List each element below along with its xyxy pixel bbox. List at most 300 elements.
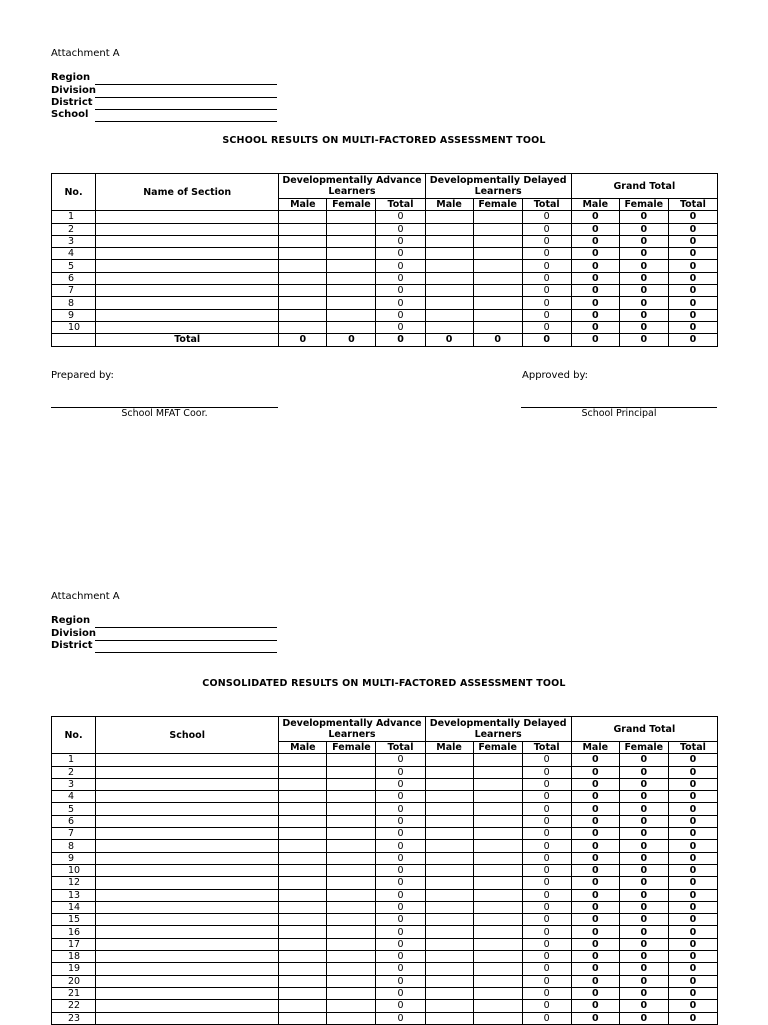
del-total-cell: 0 (522, 864, 571, 876)
adv-male-cell[interactable] (279, 803, 327, 815)
del-male-cell[interactable] (425, 926, 473, 938)
del-female-cell[interactable] (473, 877, 522, 889)
adv-male-cell[interactable] (279, 840, 327, 852)
row-name-cell[interactable] (96, 778, 279, 790)
grand-male-cell: 0 (571, 297, 619, 309)
grand-total-cell: 0 (668, 285, 717, 297)
adv-female-cell[interactable] (327, 877, 376, 889)
table-row (52, 889, 718, 901)
adv-female-cell[interactable] (327, 309, 376, 321)
del-male-cell[interactable] (425, 975, 473, 987)
adv-male-cell[interactable] (279, 272, 327, 284)
adv-male-cell[interactable] (279, 1000, 327, 1012)
del-female-cell[interactable] (473, 975, 522, 987)
adv-female-cell[interactable] (327, 864, 376, 876)
total-grand-male: 0 (571, 334, 619, 346)
del-total-cell: 0 (522, 309, 571, 321)
adv-female-cell[interactable] (327, 914, 376, 926)
del-female-cell[interactable] (473, 309, 522, 321)
adv-female-cell[interactable] (327, 901, 376, 913)
del-male-cell[interactable] (425, 754, 473, 766)
adv-female-cell[interactable] (327, 260, 376, 272)
del-male-cell[interactable] (425, 864, 473, 876)
row-name-cell[interactable] (96, 889, 279, 901)
row-name-cell[interactable] (96, 223, 279, 235)
adv-total-cell: 0 (376, 766, 425, 778)
adv-total-cell: 0 (376, 321, 425, 333)
adv-female-cell[interactable] (327, 285, 376, 297)
adv-male-cell[interactable] (279, 766, 327, 778)
del-female-cell[interactable] (473, 285, 522, 297)
row-name-cell[interactable] (96, 309, 279, 321)
del-male-cell[interactable] (425, 272, 473, 284)
adv-total-cell: 0 (376, 309, 425, 321)
header-total: Total (668, 742, 717, 754)
row-number: 6 (52, 815, 96, 827)
header-female: Female (473, 199, 522, 211)
header-total: Total (376, 199, 425, 211)
adv-female-cell[interactable] (327, 840, 376, 852)
del-female-cell[interactable] (473, 828, 522, 840)
grand-male-cell: 0 (571, 951, 619, 963)
adv-male-cell[interactable] (279, 1012, 327, 1024)
del-female-cell[interactable] (473, 248, 522, 260)
table-row (52, 211, 718, 223)
del-male-cell[interactable] (425, 951, 473, 963)
row-name-cell[interactable] (96, 901, 279, 913)
row-number: 4 (52, 791, 96, 803)
row-name-cell[interactable] (96, 963, 279, 975)
adv-female-cell[interactable] (327, 248, 376, 260)
grand-male-cell: 0 (571, 987, 619, 999)
del-male-cell[interactable] (425, 889, 473, 901)
adv-female-cell[interactable] (327, 889, 376, 901)
district-field[interactable] (51, 97, 281, 110)
row-name-cell[interactable] (96, 975, 279, 987)
del-male-cell[interactable] (425, 828, 473, 840)
del-total-cell: 0 (522, 815, 571, 827)
adv-female-cell[interactable] (327, 1000, 376, 1012)
grand-total-cell: 0 (668, 297, 717, 309)
grand-male-cell: 0 (571, 235, 619, 247)
adv-male-cell[interactable] (279, 975, 327, 987)
adv-male-cell[interactable] (279, 321, 327, 333)
grand-male-cell: 0 (571, 1012, 619, 1024)
grand-total-cell: 0 (668, 864, 717, 876)
table-row (52, 248, 718, 260)
header-female: Female (327, 199, 376, 211)
del-female-cell[interactable] (473, 791, 522, 803)
del-total-cell: 0 (522, 803, 571, 815)
row-name-cell[interactable] (96, 926, 279, 938)
del-female-cell[interactable] (473, 766, 522, 778)
del-female-cell[interactable] (473, 938, 522, 950)
adv-total-cell: 0 (376, 987, 425, 999)
grand-total-cell: 0 (668, 938, 717, 950)
adv-male-cell[interactable] (279, 297, 327, 309)
grand-male-cell: 0 (571, 840, 619, 852)
del-female-cell[interactable] (473, 951, 522, 963)
adv-female-cell[interactable] (327, 987, 376, 999)
table-row (52, 285, 718, 297)
doc1-title: SCHOOL RESULTS ON MULTI-FACTORED ASSESSMENT TOOL (222, 135, 546, 146)
adv-male-cell[interactable] (279, 754, 327, 766)
row-number: 19 (52, 963, 96, 975)
school-field[interactable] (51, 109, 281, 122)
del-male-cell[interactable] (425, 815, 473, 827)
grand-female-cell: 0 (619, 309, 668, 321)
region-field-2[interactable] (51, 615, 281, 628)
row-name-cell[interactable] (96, 840, 279, 852)
row-name-cell[interactable] (96, 914, 279, 926)
adv-total-cell: 0 (376, 235, 425, 247)
del-total-cell: 0 (522, 840, 571, 852)
row-number: 16 (52, 926, 96, 938)
row-name-cell[interactable] (96, 852, 279, 864)
adv-total-cell: 0 (376, 1012, 425, 1024)
grand-total-cell: 0 (668, 272, 717, 284)
del-male-cell[interactable] (425, 297, 473, 309)
del-total-cell: 0 (522, 926, 571, 938)
attachment-label-2: Attachment A (51, 591, 120, 602)
adv-female-cell[interactable] (327, 791, 376, 803)
row-name-cell[interactable] (96, 864, 279, 876)
row-name-cell[interactable] (96, 951, 279, 963)
grand-total-cell: 0 (668, 778, 717, 790)
table-row (52, 260, 718, 272)
del-male-cell[interactable] (425, 803, 473, 815)
grand-total-cell: 0 (668, 260, 717, 272)
total-del-female: 0 (473, 334, 522, 346)
row-name-cell[interactable] (96, 815, 279, 827)
total-adv-total: 0 (376, 334, 425, 346)
del-male-cell[interactable] (425, 235, 473, 247)
grand-female-cell: 0 (619, 791, 668, 803)
adv-total-cell: 0 (376, 975, 425, 987)
del-total-cell: 0 (522, 766, 571, 778)
adv-female-cell[interactable] (327, 975, 376, 987)
adv-male-cell[interactable] (279, 815, 327, 827)
del-female-cell[interactable] (473, 803, 522, 815)
table-row (52, 963, 718, 975)
adv-total-cell: 0 (376, 211, 425, 223)
adv-male-cell[interactable] (279, 285, 327, 297)
del-total-cell: 0 (522, 914, 571, 926)
adv-male-cell[interactable] (279, 248, 327, 260)
del-male-cell[interactable] (425, 309, 473, 321)
adv-female-cell[interactable] (327, 938, 376, 950)
row-name-cell[interactable] (96, 987, 279, 999)
del-female-cell[interactable] (473, 754, 522, 766)
grand-female-cell: 0 (619, 951, 668, 963)
adv-female-cell[interactable] (327, 754, 376, 766)
del-female-cell[interactable] (473, 963, 522, 975)
grand-male-cell: 0 (571, 248, 619, 260)
adv-female-cell[interactable] (327, 766, 376, 778)
header-no: No. (52, 174, 96, 211)
del-female-cell[interactable] (473, 840, 522, 852)
grand-female-cell: 0 (619, 754, 668, 766)
grand-total-cell: 0 (668, 754, 717, 766)
del-male-cell[interactable] (425, 791, 473, 803)
del-male-cell[interactable] (425, 938, 473, 950)
adv-female-cell[interactable] (327, 828, 376, 840)
row-name-cell[interactable] (96, 1012, 279, 1024)
del-total-cell: 0 (522, 248, 571, 260)
approved-role: School Principal (581, 408, 657, 419)
del-total-cell: 0 (522, 938, 571, 950)
del-male-cell[interactable] (425, 877, 473, 889)
grand-female-cell: 0 (619, 926, 668, 938)
row-name-cell[interactable] (96, 235, 279, 247)
header-delayed-learners: Developmentally Delayed Learners (425, 717, 571, 742)
adv-female-cell[interactable] (327, 211, 376, 223)
del-female-cell[interactable] (473, 852, 522, 864)
adv-male-cell[interactable] (279, 852, 327, 864)
adv-female-cell[interactable] (327, 272, 376, 284)
adv-male-cell[interactable] (279, 914, 327, 926)
grand-total-cell: 0 (668, 828, 717, 840)
division-field-2[interactable] (51, 628, 281, 641)
row-name-cell[interactable] (96, 321, 279, 333)
grand-female-cell: 0 (619, 260, 668, 272)
del-total-cell: 0 (522, 1012, 571, 1024)
adv-male-cell[interactable] (279, 987, 327, 999)
del-female-cell[interactable] (473, 321, 522, 333)
row-number: 12 (52, 877, 96, 889)
del-male-cell[interactable] (425, 901, 473, 913)
adv-male-cell[interactable] (279, 877, 327, 889)
del-female-cell[interactable] (473, 260, 522, 272)
adv-female-cell[interactable] (327, 321, 376, 333)
row-name-cell[interactable] (96, 297, 279, 309)
del-male-cell[interactable] (425, 852, 473, 864)
del-male-cell[interactable] (425, 260, 473, 272)
adv-male-cell[interactable] (279, 309, 327, 321)
adv-male-cell[interactable] (279, 791, 327, 803)
del-male-cell[interactable] (425, 285, 473, 297)
adv-male-cell[interactable] (279, 211, 327, 223)
attachment-label: Attachment A (51, 48, 120, 59)
grand-female-cell: 0 (619, 864, 668, 876)
header-female: Female (619, 742, 668, 754)
division-field[interactable] (51, 85, 281, 98)
adv-total-cell: 0 (376, 272, 425, 284)
row-number: 3 (52, 235, 96, 247)
grand-male-cell: 0 (571, 1000, 619, 1012)
row-name-cell[interactable] (96, 791, 279, 803)
grand-total-cell: 0 (668, 901, 717, 913)
del-total-cell: 0 (522, 211, 571, 223)
del-male-cell[interactable] (425, 248, 473, 260)
row-name-cell[interactable] (96, 248, 279, 260)
row-name-cell[interactable] (96, 766, 279, 778)
del-total-cell: 0 (522, 987, 571, 999)
adv-total-cell: 0 (376, 840, 425, 852)
del-female-cell[interactable] (473, 987, 522, 999)
row-number: 20 (52, 975, 96, 987)
header-male: Male (425, 742, 473, 754)
adv-male-cell[interactable] (279, 864, 327, 876)
del-female-cell[interactable] (473, 926, 522, 938)
del-total-cell: 0 (522, 852, 571, 864)
row-name-cell[interactable] (96, 272, 279, 284)
grand-female-cell: 0 (619, 1012, 668, 1024)
row-number: 4 (52, 248, 96, 260)
header-name-of-section: Name of Section (96, 174, 279, 211)
del-total-cell: 0 (522, 951, 571, 963)
adv-male-cell[interactable] (279, 901, 327, 913)
table-row (52, 987, 718, 999)
grand-female-cell: 0 (619, 272, 668, 284)
region-label: Region (51, 72, 91, 83)
division-label: Division (51, 85, 97, 96)
row-name-cell[interactable] (96, 938, 279, 950)
grand-male-cell: 0 (571, 309, 619, 321)
division-label: Division (51, 628, 97, 639)
del-female-cell[interactable] (473, 235, 522, 247)
row-number: 21 (52, 987, 96, 999)
row-name-cell[interactable] (96, 260, 279, 272)
del-total-cell: 0 (522, 778, 571, 790)
del-male-cell[interactable] (425, 766, 473, 778)
del-male-cell[interactable] (425, 840, 473, 852)
del-female-cell[interactable] (473, 272, 522, 284)
table-row (52, 852, 718, 864)
adv-female-cell[interactable] (327, 926, 376, 938)
grand-male-cell: 0 (571, 285, 619, 297)
district-label: District (51, 97, 93, 108)
adv-female-cell[interactable] (327, 778, 376, 790)
adv-total-cell: 0 (376, 260, 425, 272)
del-male-cell[interactable] (425, 1012, 473, 1024)
total-del-male: 0 (425, 334, 473, 346)
row-number: 6 (52, 272, 96, 284)
header-total: Total (376, 742, 425, 754)
adv-male-cell[interactable] (279, 889, 327, 901)
del-female-cell[interactable] (473, 223, 522, 235)
del-female-cell[interactable] (473, 815, 522, 827)
grand-total-cell: 0 (668, 926, 717, 938)
table-row (52, 828, 718, 840)
adv-male-cell[interactable] (279, 951, 327, 963)
grand-female-cell: 0 (619, 803, 668, 815)
del-female-cell[interactable] (473, 1000, 522, 1012)
row-number: 14 (52, 901, 96, 913)
adv-female-cell[interactable] (327, 235, 376, 247)
del-total-cell: 0 (522, 791, 571, 803)
row-name-cell[interactable] (96, 754, 279, 766)
del-female-cell[interactable] (473, 778, 522, 790)
district-field-2[interactable] (51, 640, 281, 653)
del-female-cell[interactable] (473, 914, 522, 926)
row-number: 18 (52, 951, 96, 963)
grand-female-cell: 0 (619, 938, 668, 950)
adv-male-cell[interactable] (279, 260, 327, 272)
del-male-cell[interactable] (425, 963, 473, 975)
row-name-cell[interactable] (96, 877, 279, 889)
adv-total-cell: 0 (376, 926, 425, 938)
row-number: 17 (52, 938, 96, 950)
del-female-cell[interactable] (473, 901, 522, 913)
del-male-cell[interactable] (425, 1000, 473, 1012)
row-name-cell[interactable] (96, 1000, 279, 1012)
grand-female-cell: 0 (619, 815, 668, 827)
del-male-cell[interactable] (425, 914, 473, 926)
del-total-cell: 0 (522, 889, 571, 901)
adv-male-cell[interactable] (279, 235, 327, 247)
row-number: 7 (52, 828, 96, 840)
row-name-cell[interactable] (96, 211, 279, 223)
adv-female-cell[interactable] (327, 951, 376, 963)
adv-male-cell[interactable] (279, 778, 327, 790)
adv-female-cell[interactable] (327, 963, 376, 975)
adv-female-cell[interactable] (327, 1012, 376, 1024)
grand-female-cell: 0 (619, 248, 668, 260)
del-male-cell[interactable] (425, 987, 473, 999)
grand-total-cell: 0 (668, 815, 717, 827)
del-male-cell[interactable] (425, 211, 473, 223)
grand-female-cell: 0 (619, 766, 668, 778)
header-male: Male (279, 742, 327, 754)
grand-total-cell: 0 (668, 975, 717, 987)
header-no: No. (52, 717, 96, 754)
row-number: 5 (52, 260, 96, 272)
adv-female-cell[interactable] (327, 852, 376, 864)
grand-total-cell: 0 (668, 951, 717, 963)
del-female-cell[interactable] (473, 297, 522, 309)
grand-male-cell: 0 (571, 260, 619, 272)
adv-female-cell[interactable] (327, 223, 376, 235)
row-name-cell[interactable] (96, 803, 279, 815)
grand-total-cell: 0 (668, 803, 717, 815)
table-row (52, 1000, 718, 1012)
row-name-cell[interactable] (96, 285, 279, 297)
del-total-cell: 0 (522, 297, 571, 309)
del-total-cell: 0 (522, 260, 571, 272)
del-male-cell[interactable] (425, 778, 473, 790)
table-row (52, 235, 718, 247)
del-female-cell[interactable] (473, 889, 522, 901)
adv-male-cell[interactable] (279, 926, 327, 938)
adv-female-cell[interactable] (327, 803, 376, 815)
del-male-cell[interactable] (425, 223, 473, 235)
grand-female-cell: 0 (619, 963, 668, 975)
del-female-cell[interactable] (473, 1012, 522, 1024)
adv-male-cell[interactable] (279, 223, 327, 235)
adv-male-cell[interactable] (279, 828, 327, 840)
del-total-cell: 0 (522, 901, 571, 913)
del-male-cell[interactable] (425, 321, 473, 333)
adv-female-cell[interactable] (327, 815, 376, 827)
table-row (52, 877, 718, 889)
adv-total-cell: 0 (376, 803, 425, 815)
grand-male-cell: 0 (571, 766, 619, 778)
row-name-cell[interactable] (96, 828, 279, 840)
region-field[interactable] (51, 72, 281, 85)
adv-female-cell[interactable] (327, 297, 376, 309)
del-female-cell[interactable] (473, 211, 522, 223)
adv-male-cell[interactable] (279, 963, 327, 975)
grand-female-cell: 0 (619, 297, 668, 309)
adv-total-cell: 0 (376, 852, 425, 864)
adv-male-cell[interactable] (279, 938, 327, 950)
table-row (52, 803, 718, 815)
grand-total-cell: 0 (668, 963, 717, 975)
header-grand-total: Grand Total (571, 174, 717, 199)
del-female-cell[interactable] (473, 864, 522, 876)
grand-total-cell: 0 (668, 914, 717, 926)
